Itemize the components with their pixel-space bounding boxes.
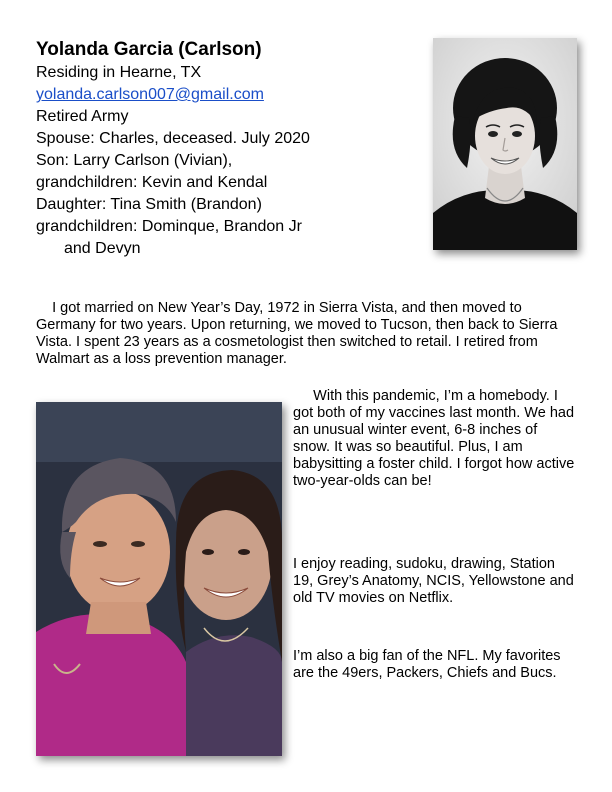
email-link[interactable]: yolanda.carlson007@gmail.com bbox=[36, 86, 264, 103]
son: Son: Larry Carlson (Vivian), bbox=[36, 152, 233, 169]
career: Retired Army bbox=[36, 108, 129, 125]
pandemic-paragraph: With this pandemic, I’m a homebody. I got both of my vaccines last month. We had an unusual winter event, 6-8 inches of snow. It was so beautiful. Plus, I am babysitting a foster child. I forgot how active two-year-olds can be! bbox=[293, 388, 579, 489]
portrait-illustration bbox=[433, 38, 577, 250]
hobbies-paragraph: I enjoy reading, sudoku, drawing, Station 19, Grey’s Anatomy, NCIS, Yellowstone and old TV movies on Netflix. bbox=[293, 556, 578, 606]
profile-name: Yolanda Garcia (Carlson) bbox=[36, 39, 262, 60]
intro-paragraph: I got married on New Year’s Day, 1972 in Sierra Vista, and then moved to Germany for two years. Upon returning, we moved to Tucson, then back to Sierra Vista. I spent 23 years as a cosmetologist then switched to retail. I retired from Walmart as a loss prevention manager. bbox=[36, 300, 562, 367]
profile-header bbox=[36, 38, 416, 260]
nfl-paragraph: I’m also a big fan of the NFL. My favorites are the 49ers, Packers, Chiefs and Bucs. bbox=[293, 648, 565, 681]
son-grandchildren: grandchildren: Kevin and Kendal bbox=[36, 174, 268, 191]
spouse: Spouse: Charles, deceased. July 2020 bbox=[36, 130, 310, 147]
daughter-grandchildren: grandchildren: Dominque, Brandon Jr bbox=[36, 218, 302, 235]
daughter-grandchildren-continued: and Devyn bbox=[64, 240, 141, 257]
selfie-illustration bbox=[36, 402, 282, 756]
family-selfie-photo bbox=[36, 402, 282, 756]
yearbook-portrait-photo bbox=[433, 38, 577, 250]
residence: Residing in Hearne, TX bbox=[36, 64, 202, 81]
daughter: Daughter: Tina Smith (Brandon) bbox=[36, 196, 262, 213]
